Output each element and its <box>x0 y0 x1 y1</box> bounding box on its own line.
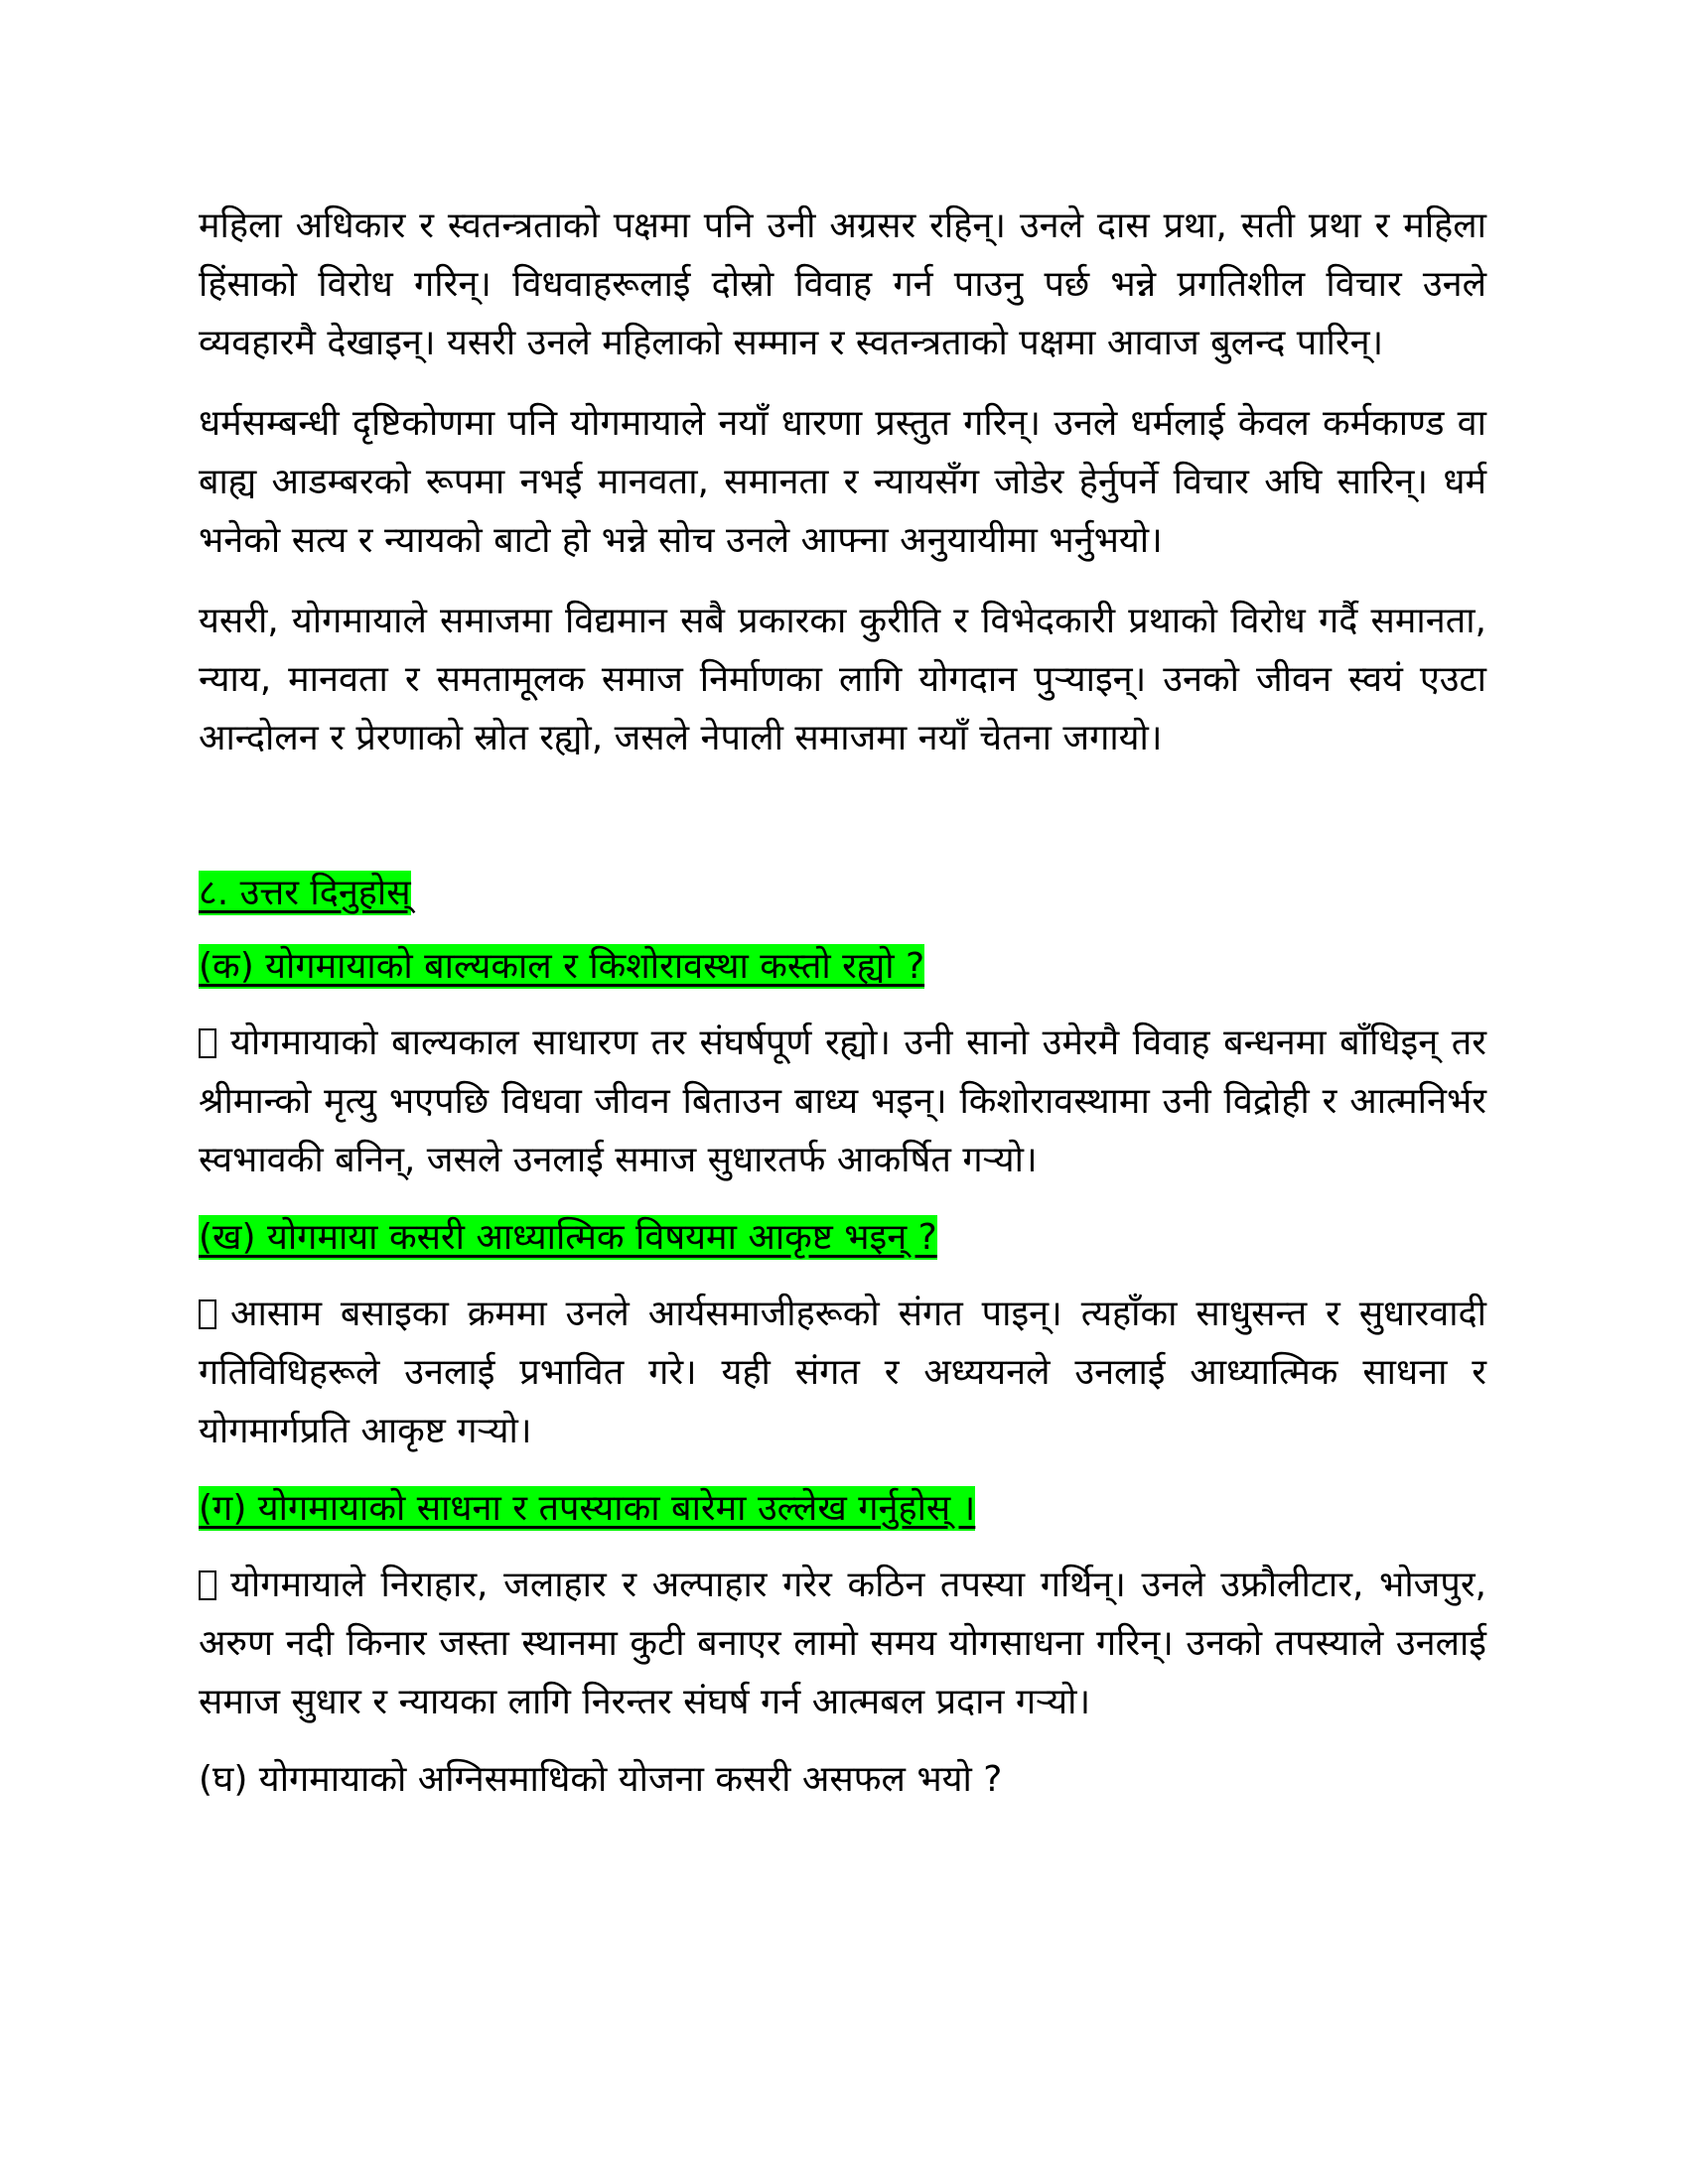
answer-ka-text: योगमायाको बाल्यकाल साधारण तर संघर्षपूर्ण रह्यो। उनी सानो उमेरमै विवाह बन्धनमा बाँधिइन् तर श्रीमान्को मृत्यु भएपछि विधवा जीवन बिताउन बाध्य भइन्। किशोरावस्थामा उनी विद्रोही र आत्मनिर्भर स्वभावकी बनिन्, जसले उनलाई समाज सुधारतर्फ आकर्षित गऱ्यो। <box>199 1023 1486 1180</box>
section-heading-text: ८. उत्तर दिनुहोस् <box>199 873 411 913</box>
question-gha-text: (घ) योगमायाको अग्निसमाधिको योजना कसरी असफल भयो ? <box>199 1759 1003 1800</box>
question-kha <box>199 1211 1486 1265</box>
intro-paragraph-1: महिला अधिकार र स्वतन्त्रताको पक्षमा पनि उनी अग्रसर रहिन्। उनले दास प्रथा, सती प्रथा र महिला हिंसाको विरोध गरिन्। विधवाहरूलाई दोस्रो विवाह गर्न पाउनु पर्छ भन्ने प्रगतिशील विचार उनले व्यवहारमै देखाइन्। यसरी उनले महिलाको सम्मान र स्वतन्त्रताको पक्षमा आवाज बुलन्द पारिन्। <box>199 205 1486 363</box>
answer-ga <box>199 1556 1486 1731</box>
missing-glyph-icon <box>199 1570 216 1600</box>
question-gha <box>199 1753 1486 1807</box>
question-kha-text: (ख) योगमाया कसरी आध्यात्मिक विषयमा आकृष्ट भइन् ? <box>199 1217 937 1258</box>
missing-glyph-icon <box>199 1299 216 1329</box>
answer-ka <box>199 1014 1486 1189</box>
intro-paragraph-2: धर्मसम्बन्धी दृष्टिकोणमा पनि योगमायाले नयाँ धारणा प्रस्तुत गरिन्। उनले धर्मलाई केवल कर्मकाण्ड वा बाह्य आडम्बरको रूपमा नभई मानवता, समानता र न्यायसँग जोडेर हेर्नुपर्ने विचार अघि सारिन्। धर्म भनेको सत्य र न्यायको बाटो हो भन्ने सोच उनले आफ्ना अनुयायीमा भर्नुभयो। <box>199 403 1486 561</box>
intro-paragraph-3: यसरी, योगमायाले समाजमा विद्यमान सबै प्रकारका कुरीति र विभेदकारी प्रथाको विरोध गर्दै समानता, न्याय, मानवता र समतामूलक समाज निर्माणका लागि योगदान पुऱ्याइन्। उनको जीवन स्वयं एउटा आन्दोलन र प्रेरणाको स्रोत रह्यो, जसले नेपाली समाजमा नयाँ चेतना जगायो। <box>199 601 1486 758</box>
question-ka <box>199 940 1486 994</box>
question-ka-text: (क) योगमायाको बाल्यकाल र किशोरावस्था कस्तो रह्यो ? <box>199 946 925 987</box>
section-heading <box>199 867 1486 920</box>
answer-kha-text: आसाम बसाइका क्रममा उनले आर्यसमाजीहरूको संगत पाइन्। त्यहाँका साधुसन्त र सुधारवादी गतिविधिहरूले उनलाई प्रभावित गरे। यही संगत र अध्ययनले उनलाई आध्यात्मिक साधना र योगमार्गप्रति आकृष्ट गऱ्यो। <box>199 1294 1486 1451</box>
question-ga <box>199 1482 1486 1536</box>
answer-ga-text: योगमायाले निराहार, जलाहार र अल्पाहार गरेर कठिन तपस्या गर्थिन्। उनले उफ्रौलीटार, भोजपुर, अरुण नदी किनार जस्ता स्थानमा कुटी बनाएर लामो समय योगसाधना गरिन्। उनको तपस्याले उनलाई समाज सुधार र न्यायका लागि निरन्तर संघर्ष गर्न आत्मबल प्रदान गऱ्यो। <box>199 1565 1486 1722</box>
missing-glyph-icon <box>199 1028 216 1058</box>
question-ga-text: (ग) योगमायाको साधना र तपस्याका बारेमा उल्लेख गर्नुहोस् । <box>199 1488 976 1529</box>
answer-kha <box>199 1285 1486 1460</box>
document-page <box>199 197 1486 1807</box>
